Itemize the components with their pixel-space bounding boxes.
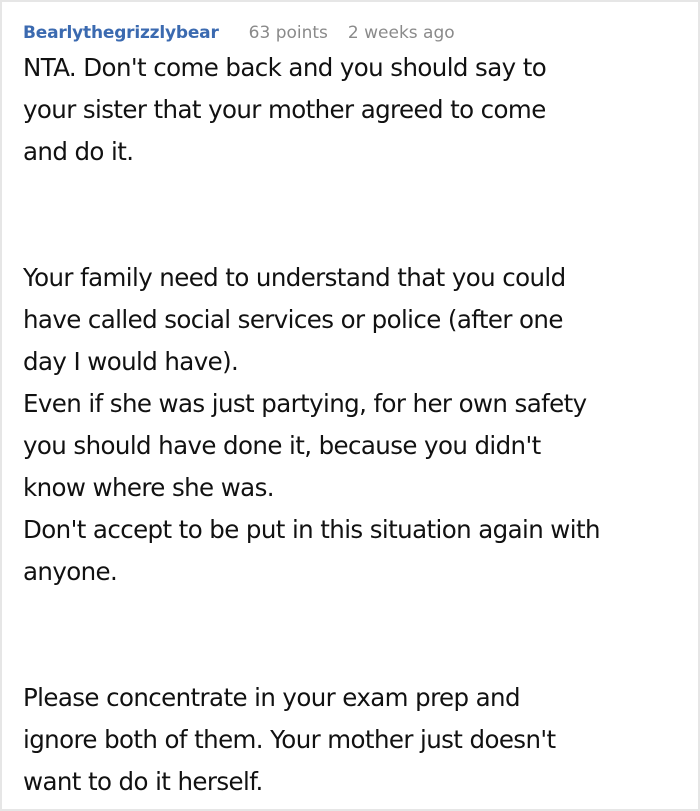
text-line: Your family need to understand that you could — [23, 263, 566, 292]
author-link[interactable]: Bearlythegrizzlybear — [23, 22, 219, 43]
blank-line — [23, 635, 678, 677]
text-line: your sister that your mother agreed to come — [23, 95, 546, 124]
paragraph-1 — [23, 47, 678, 173]
text-line: know where she was. — [23, 473, 274, 502]
text-line: ignore both of them. Your mother just doesn't — [23, 725, 556, 754]
paragraph-3 — [23, 677, 678, 803]
text-line: have called social services or police (after one — [23, 305, 563, 334]
text-line: anyone. — [23, 557, 118, 586]
comment-body — [23, 47, 678, 803]
timestamp: 2 weeks ago — [347, 22, 455, 43]
text-line: Even if she was just partying, for her own safety — [23, 389, 587, 418]
paragraph-2 — [23, 257, 678, 593]
text-line: want to do it herself. — [23, 767, 263, 796]
text-line: NTA. Don't come back and you should say to — [23, 53, 547, 82]
text-line: Please concentrate in your exam prep and — [23, 683, 520, 712]
text-line: Don't accept to be put in this situation again with — [23, 515, 600, 544]
points-count: 63 points — [248, 22, 328, 43]
blank-line — [23, 215, 678, 257]
blank-line — [23, 173, 678, 215]
text-line: you should have done it, because you didn't — [23, 431, 541, 460]
text-line: day I would have). — [23, 347, 239, 376]
comment-meta — [23, 2, 678, 50]
text-line: and do it. — [23, 137, 134, 166]
blank-line — [23, 593, 678, 635]
